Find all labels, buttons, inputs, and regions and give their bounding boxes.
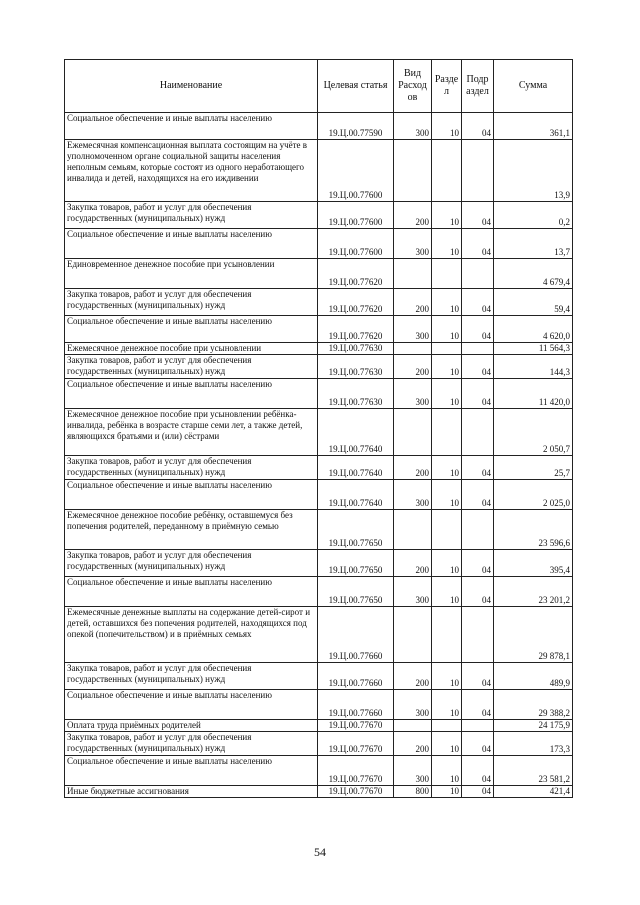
- cell-section: 10: [432, 732, 462, 756]
- cell-section: 10: [432, 456, 462, 480]
- cell-name: Социальное обеспечение и иные выплаты населению: [65, 316, 318, 343]
- cell-target: 19.Ц.00.77640: [318, 409, 394, 456]
- cell-target: 19.Ц.00.77600: [318, 229, 394, 259]
- cell-name: Социальное обеспечение и иные выплаты населению: [65, 480, 318, 510]
- cell-target: 19.Ц.00.77600: [318, 202, 394, 229]
- cell-type: 200: [394, 202, 432, 229]
- cell-sum: 11 420,0: [494, 379, 573, 409]
- cell-section: [432, 607, 462, 663]
- cell-sum: 29 878,1: [494, 607, 573, 663]
- header-subsection: Подр аздел: [462, 60, 494, 113]
- table-row: [65, 720, 573, 732]
- cell-subsection: 04: [462, 756, 494, 786]
- cell-subsection: [462, 343, 494, 355]
- header-sum: Сумма: [494, 60, 573, 113]
- cell-name: Социальное обеспечение и иные выплаты населению: [65, 229, 318, 259]
- cell-sum: 144,3: [494, 355, 573, 379]
- header-type: Вид Расход ов: [394, 60, 432, 113]
- table-row: [65, 355, 573, 379]
- table-body: [65, 113, 573, 798]
- table-row: [65, 316, 573, 343]
- cell-subsection: 04: [462, 480, 494, 510]
- cell-target: 19.Ц.00.77660: [318, 690, 394, 720]
- cell-name: Закупка товаров, работ и услуг для обеспечения государственных (муниципальных) нужд: [65, 663, 318, 690]
- table-row: [65, 510, 573, 550]
- cell-subsection: 04: [462, 732, 494, 756]
- cell-section: [432, 259, 462, 289]
- cell-target: 19.Ц.00.77670: [318, 732, 394, 756]
- cell-sum: 4 679,4: [494, 259, 573, 289]
- cell-type: [394, 720, 432, 732]
- cell-section: [432, 140, 462, 202]
- cell-subsection: 04: [462, 690, 494, 720]
- table-row: [65, 113, 573, 140]
- cell-sum: 11 564,3: [494, 343, 573, 355]
- cell-sum: 13,7: [494, 229, 573, 259]
- cell-type: 300: [394, 379, 432, 409]
- table-row: [65, 259, 573, 289]
- cell-sum: 23 581,2: [494, 756, 573, 786]
- cell-target: 19.Ц.00.77650: [318, 577, 394, 607]
- cell-type: [394, 510, 432, 550]
- cell-name: Социальное обеспечение и иные выплаты населению: [65, 379, 318, 409]
- table-row: [65, 732, 573, 756]
- cell-subsection: 04: [462, 113, 494, 140]
- table-row: [65, 690, 573, 720]
- cell-name: Оплата труда приёмных родителей: [65, 720, 318, 732]
- table-row: [65, 202, 573, 229]
- header-section: Разде л: [432, 60, 462, 113]
- cell-target: 19.Ц.00.77620: [318, 259, 394, 289]
- cell-target: 19.Ц.00.77630: [318, 355, 394, 379]
- cell-subsection: 04: [462, 663, 494, 690]
- cell-subsection: 04: [462, 355, 494, 379]
- cell-section: 10: [432, 756, 462, 786]
- header-name: Наименование: [65, 60, 318, 113]
- header-target: Целевая статья: [318, 60, 394, 113]
- cell-subsection: [462, 259, 494, 289]
- cell-type: 200: [394, 456, 432, 480]
- cell-name: Ежемесячное денежное пособие при усыновлении: [65, 343, 318, 355]
- table-row: [65, 480, 573, 510]
- cell-type: 300: [394, 113, 432, 140]
- cell-name: Ежемесячная компенсационная выплата состоящим на учёте в уполномоченном органе социальной защиты населения неполным семьям, которые состоят из одного неработающего инвалида и детей, находящихся на его иждивении: [65, 140, 318, 202]
- cell-type: 200: [394, 289, 432, 316]
- cell-sum: 4 620,0: [494, 316, 573, 343]
- cell-sum: 0,2: [494, 202, 573, 229]
- cell-subsection: [462, 720, 494, 732]
- cell-target: 19.Ц.00.77670: [318, 720, 394, 732]
- cell-target: 19.Ц.00.77640: [318, 456, 394, 480]
- table-row: [65, 550, 573, 577]
- cell-name: Ежемесячное денежное пособие при усыновлении ребёнка-инвалида, ребёнка в возрасте старше семи лет, а также детей, являющихся братьями и (или) сёстрами: [65, 409, 318, 456]
- cell-subsection: 04: [462, 577, 494, 607]
- cell-target: 19.Ц.00.77620: [318, 289, 394, 316]
- cell-type: 200: [394, 550, 432, 577]
- cell-sum: 2 025,0: [494, 480, 573, 510]
- cell-sum: 361,1: [494, 113, 573, 140]
- cell-section: 10: [432, 379, 462, 409]
- cell-name: Ежемесячное денежное пособие ребёнку, оставшемуся без попечения родителей, переданному в приёмную семью: [65, 510, 318, 550]
- cell-sum: 421,4: [494, 786, 573, 798]
- cell-name: Социальное обеспечение и иные выплаты населению: [65, 690, 318, 720]
- cell-target: 19.Ц.00.77650: [318, 510, 394, 550]
- cell-subsection: 04: [462, 316, 494, 343]
- cell-name: Закупка товаров, работ и услуг для обеспечения государственных (муниципальных) нужд: [65, 289, 318, 316]
- cell-target: 19.Ц.00.77620: [318, 316, 394, 343]
- cell-target: 19.Ц.00.77660: [318, 607, 394, 663]
- cell-subsection: [462, 510, 494, 550]
- cell-target: 19.Ц.00.77650: [318, 550, 394, 577]
- cell-sum: 24 175,9: [494, 720, 573, 732]
- cell-target: 19.Ц.00.77670: [318, 786, 394, 798]
- cell-sum: 25,7: [494, 456, 573, 480]
- cell-subsection: 04: [462, 229, 494, 259]
- budget-table: [64, 59, 573, 798]
- cell-subsection: 04: [462, 202, 494, 229]
- table-row: [65, 140, 573, 202]
- cell-sum: 23 201,2: [494, 577, 573, 607]
- header-row: [65, 60, 573, 113]
- cell-sum: 395,4: [494, 550, 573, 577]
- cell-type: 300: [394, 690, 432, 720]
- cell-section: 10: [432, 663, 462, 690]
- cell-type: 300: [394, 577, 432, 607]
- cell-name: Ежемесячные денежные выплаты на содержание детей-сирот и детей, оставшихся без попечения родителей, находящихся под опекой (попечительством) и в приёмных семьях: [65, 607, 318, 663]
- cell-type: [394, 343, 432, 355]
- cell-target: 19.Ц.00.77670: [318, 756, 394, 786]
- cell-type: 300: [394, 229, 432, 259]
- table-row: [65, 289, 573, 316]
- cell-type: 300: [394, 480, 432, 510]
- cell-name: Социальное обеспечение и иные выплаты населению: [65, 756, 318, 786]
- cell-name: Закупка товаров, работ и услуг для обеспечения государственных (муниципальных) нужд: [65, 355, 318, 379]
- cell-name: Иные бюджетные ассигнования: [65, 786, 318, 798]
- cell-subsection: 04: [462, 289, 494, 316]
- cell-section: [432, 510, 462, 550]
- cell-name: Закупка товаров, работ и услуг для обеспечения государственных (муниципальных) нужд: [65, 456, 318, 480]
- table-row: [65, 577, 573, 607]
- cell-section: 10: [432, 229, 462, 259]
- cell-type: 300: [394, 316, 432, 343]
- cell-name: Закупка товаров, работ и услуг для обеспечения государственных (муниципальных) нужд: [65, 550, 318, 577]
- cell-subsection: 04: [462, 456, 494, 480]
- cell-subsection: 04: [462, 379, 494, 409]
- cell-section: 10: [432, 113, 462, 140]
- table-row: [65, 786, 573, 798]
- cell-type: [394, 259, 432, 289]
- table-row: [65, 756, 573, 786]
- cell-section: 10: [432, 550, 462, 577]
- table-row: [65, 379, 573, 409]
- cell-type: 300: [394, 756, 432, 786]
- cell-subsection: [462, 140, 494, 202]
- cell-section: 10: [432, 786, 462, 798]
- cell-sum: 29 388,2: [494, 690, 573, 720]
- cell-name: Закупка товаров, работ и услуг для обеспечения государственных (муниципальных) нужд: [65, 732, 318, 756]
- cell-target: 19.Ц.00.77660: [318, 663, 394, 690]
- cell-sum: 2 050,7: [494, 409, 573, 456]
- cell-section: 10: [432, 355, 462, 379]
- table-row: [65, 343, 573, 355]
- cell-section: [432, 720, 462, 732]
- cell-subsection: 04: [462, 786, 494, 798]
- cell-section: 10: [432, 690, 462, 720]
- cell-type: [394, 409, 432, 456]
- cell-target: 19.Ц.00.77600: [318, 140, 394, 202]
- cell-section: 10: [432, 202, 462, 229]
- cell-sum: 23 596,6: [494, 510, 573, 550]
- cell-type: [394, 140, 432, 202]
- cell-section: 10: [432, 289, 462, 316]
- cell-name: Социальное обеспечение и иные выплаты населению: [65, 577, 318, 607]
- cell-name: Единовременное денежное пособие при усыновлении: [65, 259, 318, 289]
- cell-target: 19.Ц.00.77640: [318, 480, 394, 510]
- cell-sum: 489,9: [494, 663, 573, 690]
- table-row: [65, 663, 573, 690]
- cell-sum: 13,9: [494, 140, 573, 202]
- table-row: [65, 456, 573, 480]
- cell-sum: 173,3: [494, 732, 573, 756]
- cell-subsection: [462, 607, 494, 663]
- cell-section: [432, 409, 462, 456]
- page-number: 54: [314, 845, 326, 859]
- cell-section: [432, 343, 462, 355]
- table-row: [65, 409, 573, 456]
- cell-type: 800: [394, 786, 432, 798]
- cell-subsection: [462, 409, 494, 456]
- cell-section: 10: [432, 316, 462, 343]
- cell-target: 19.Ц.00.77630: [318, 379, 394, 409]
- cell-sum: 59,4: [494, 289, 573, 316]
- cell-section: 10: [432, 480, 462, 510]
- cell-type: 200: [394, 663, 432, 690]
- cell-section: 10: [432, 577, 462, 607]
- cell-name: Закупка товаров, работ и услуг для обеспечения государственных (муниципальных) нужд: [65, 202, 318, 229]
- cell-type: 200: [394, 732, 432, 756]
- table-row: [65, 229, 573, 259]
- cell-type: 200: [394, 355, 432, 379]
- cell-target: 19.Ц.00.77590: [318, 113, 394, 140]
- table-row: [65, 607, 573, 663]
- cell-name: Социальное обеспечение и иные выплаты населению: [65, 113, 318, 140]
- cell-subsection: 04: [462, 550, 494, 577]
- cell-target: 19.Ц.00.77630: [318, 343, 394, 355]
- cell-type: [394, 607, 432, 663]
